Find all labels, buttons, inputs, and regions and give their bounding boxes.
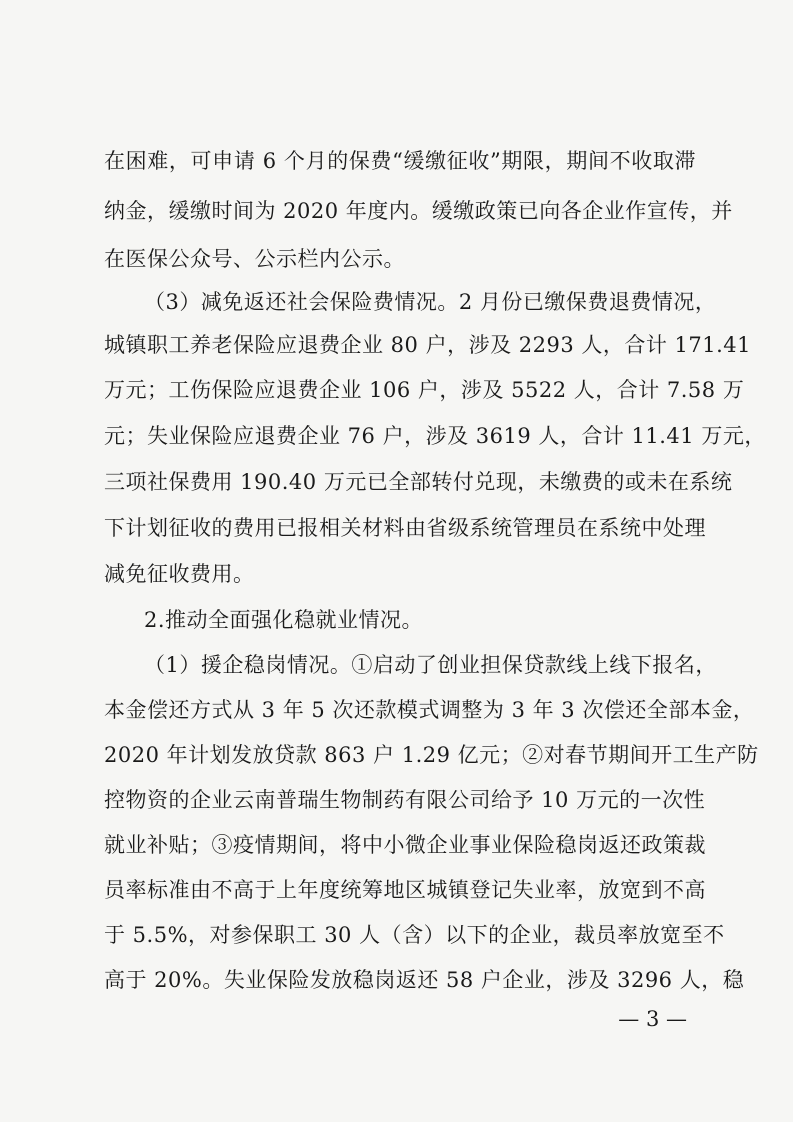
section-heading: 2.推动全面强化稳就业情况。 (144, 608, 424, 632)
paragraph-line: 控物资的企业云南普瑞生物制药有限公司给予 10 万元的一次性 (104, 788, 706, 812)
paragraph-line: 就业补贴；③疫情期间，将中小微企业事业保险稳岗返还政策裁 (104, 833, 706, 857)
paragraph-line: 万元；工伤保险应退费企业 106 户，涉及 5522 人，合计 7.58 万 (104, 378, 745, 402)
paragraph-line: 下计划征收的费用已报相关材料由省级系统管理员在系统中处理 (104, 516, 706, 540)
paragraph-line: 纳金，缓缴时间为 2020 年度内。缓缴政策已向各企业作宣传，并 (104, 199, 733, 223)
paragraph-line: （3）减免返还社会保险费情况。2 月份已缴保费退费情况， (144, 290, 717, 314)
paragraph-line: 在困难，可申请 6 个月的保费“缓缴征收”期限，期间不收取滞 (104, 149, 696, 173)
paragraph-line: 本金偿还方式从 3 年 5 次还款模式调整为 3 年 3 次偿还全部本金， (104, 698, 755, 722)
paragraph-line: 减免征收费用。 (104, 562, 255, 586)
paragraph-line: 于 5.5%，对参保职工 30 人（含）以下的企业，裁员率放宽至不 (104, 923, 725, 947)
paragraph-line: 员率标准由不高于上年度统筹地区城镇登记失业率，放宽到不高 (104, 878, 706, 902)
paragraph-line: 2020 年计划发放贷款 863 户 1.29 亿元；②对春节期间开工生产防 (104, 743, 759, 767)
paragraph-line: 在医保公众号、公示栏内公示。 (104, 247, 405, 271)
page-number: — 3 — (618, 1007, 687, 1031)
paragraph-line: 三项社保费用 190.40 万元已全部转付兑现，未缴费的或未在系统 (104, 470, 733, 494)
paragraph-line: 元；失业保险应退费企业 76 户，涉及 3619 人，合计 11.41 万元， (104, 424, 766, 448)
paragraph-line: 城镇职工养老保险应退费企业 80 户，涉及 2293 人，合计 171.41 (104, 333, 752, 357)
paragraph-line: 高于 20%。失业保险发放稳岗返还 58 户企业，涉及 3296 人，稳 (104, 968, 745, 992)
paragraph-line: （1）援企稳岗情况。①启动了创业担保贷款线上线下报名， (144, 653, 717, 677)
